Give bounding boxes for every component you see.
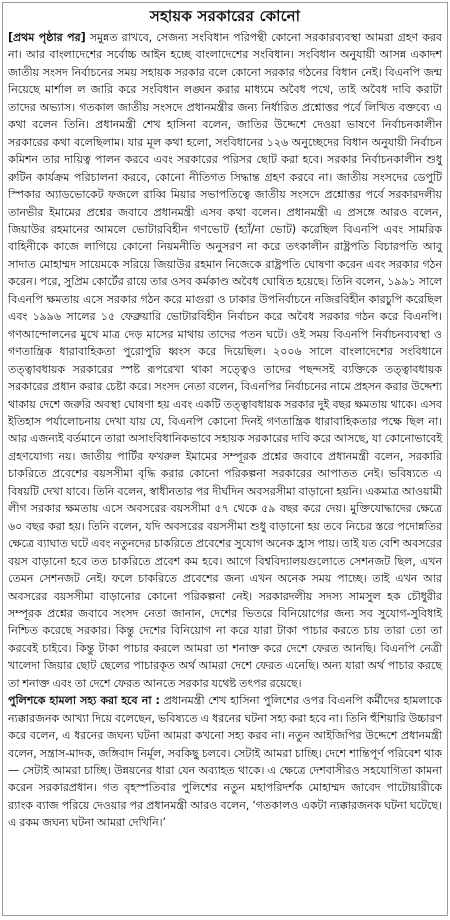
paragraph-2-text: প্রধানমন্ত্রী শেখ হাসিনা পুলিশের ওপর বিএনপি কর্মীদের হামলাকে ন্যক্কারজনক আখ্যা দিয়ে বলেছেন, ভবিষ্যতে এ ধরনের ঘটনা সহ্য করা হবে না। তিনি হুঁশিয়ারি উচ্চারণ করে বলেন, এ ধরনের জঘন্য ঘটনা আমরা কখনো সহ্য করব না। নতুন আইজিপির উদ্দেশে প্রধানমন্ত্রী বলেন, সন্ত্রাস-মাদক, জঙ্গিবাদ নির্মূল, সবকিছু চলবে। সেটাই আমরা চাচ্ছি। দেশে শান্তিপূর্ণ পরিবেশ থাক— সেটাই আমরা চাচ্ছি। উন্নয়নের ধারা যেন অব্যাহত থাকে। এ ক্ষেত্রে দেশবাসীরও সহযোগিতা কামনা করেন সরকারপ্রধান। গত বৃহস্পতিবার পুলিশের নতুন মহাপরিদর্শক মোহাম্মদ জাবেদ পাটোয়ারীকে র‌্যাংক ব্যাজ পরিয়ে দেওয়ার পর প্রধানমন্ত্রী আরও বলেন, ‘গতকালও একটা ন্যক্কারজনক ঘটনা ঘটেছে। এ রকম জঘন্য ঘটনা আমরা দেখিনি।’ <box>8 694 442 830</box>
article-body-paragraph-2 <box>8 692 442 832</box>
subheading: পুলিশকে হামলা সহ্য করা হবে না : <box>8 694 160 708</box>
paragraph-1-text: সমুন্নত রাখবে, সেজন্য সংবিধান পরিপন্থী কোনো সরকারব্যবস্থা আমরা গ্রহণ করব না। আর বাংলাদেশের সর্বোচ্চ আইন হচ্ছে বাংলাদেশের সংবিধান। সংবিধান অনুযায়ী আসন্ন একাদশ জাতীয় সংসদ নির্বাচনের সময় সহায়ক সরকার বলে কোনো সরকার গঠনের বিধান নেই। বিএনপি জন্ম নিয়েছে মার্শাল ল জারি করে সংবিধান লঙ্ঘন করার মাধ্যমে অবৈধ পথে, তাই অবৈধ দাবি করাটা তাদের অভ্যাস। গতকাল জাতীয় সংসদে প্রধানমন্ত্রীর জন্য নির্ধারিত প্রশ্নোত্তর পর্বে লিখিত বক্তব্যে এ কথা বলেন তিনি। প্রধানমন্ত্রী শেখ হাসিনা বলেন, জাতির উদ্দেশে দেওয়া ভাষণে নির্বাচনকালীন সরকারের কথা বলেছিলাম। যার মূল কথা হলো, সংবিধানের ১২৬ অনুচ্ছেদের বিধান অনুযায়ী নির্বাচন কমিশন তার দায়িত্ব পালন করবে এবং সরকারের পরিসর ছোট করা হবে। সরকার নির্বাচনকালীন শুধু রুটিন কার্যক্রম পরিচালনা করবে, কোনো নীতিগত সিদ্ধান্ত গ্রহণ করবে না। জাতীয় সংসদের ডেপুটি স্পিকার অ্যাডভোকেট ফজলে রাব্বি মিয়ার সভাপতিত্বে জাতীয় সংসদে প্রশ্নোত্তর পর্বে সরকারদলীয় তানভীর ইমামের প্রশ্নের জবাবে প্রধানমন্ত্রী এসব কথা বলেন। প্রধানমন্ত্রী এ প্রসঙ্গে আরও বলেন, জিয়াউর রহমানের আমলে ভোটারবিহীন গণভোট (হ্যাঁ/না ভোট) করেছিল বিএনপি এবং সামরিক বাহিনীকে কাজে লাগিয়ে কোনো নিয়মনীতি অনুসরণ না করে তৎকালীন রাষ্ট্রপতি বিচারপতি আবু সাদাত মোহাম্মদ সায়েমকে সরিয়ে জিয়াউর রহমান নিজেকে রাষ্ট্রপতি ঘোষণা করেন এবং সরকার গঠন করেন। পরে, সুপ্রিম কোর্টের রায়ে তার ওসব কর্মকাণ্ড অবৈধ ঘোষিত হয়েছে। তিনি বলেন, ১৯৯১ সালে বিএনপি ক্ষমতায় এসে সরকার গঠন করে মাগুরা ও ঢাকার উপনির্বাচনে নজিরবিহীন কারচুপি করেছিল এবং ১৯৯৬ সালের ১৫ ফেব্রুয়ারি ভোটারবিহীন নির্বাচন করে অবৈধ সরকার গঠন করে বিএনপি। গণআন্দোলনের মুখে মাত্র দেড় মাসের মাথায় তাদের পতন ঘটে। ওই সময় বিএনপি নির্বাচনব্যবস্থা ও গণতান্ত্রিক ধারাবাহিকতা পুরোপুরি ধ্বংস করে দিয়েছিল। ২০০৬ সালে বাংলাদেশের সংবিধানে তত্ত্বাবধায়ক সরকারের স্পষ্ট রূপরেখা থাকা সত্ত্বেও তাদের পছন্দসই ব্যক্তিকে তত্ত্বাবধায়ক সরকারের প্রধান করার চেষ্টা করে। সংসদ নেতা বলেন, বিএনপির নির্বাচনের নামে প্রহসন করার উদ্দেশ্য থাকায় দেশে জরুরি অবস্থা ঘোষণা হয় এবং একটি তত্ত্বাবধায়ক সরকার দুই বছর ক্ষমতায় থাকে। এসব ইতিহাস পর্যালোচনায় দেখা যায় যে, বিএনপি কোনো দিনই গণতান্ত্রিক ধারাবাহিকতার পক্ষে ছিল না। আর এজন্যই বর্তমানে তারা অসাংবিধানিকভাবে সহায়ক সরকারের দাবি করে আসছে, যা কোনোভাবেই গ্রহণযোগ্য নয়। জাতীয় পার্টির ফখরুল ইমামের সম্পূরক প্রশ্নের জবাবে প্রধানমন্ত্রী বলেন, সরকারি চাকরিতে প্রবেশের বয়সসীমা বৃদ্ধি করার কোনো পরিকল্পনা সরকারের আপাতত নেই। ভবিষ্যতে এ বিষয়টি দেখা যাবে। তিনি বলেন, স্বাধীনতার পর দীর্ঘদিন অবসরসীমা বাড়ানো হয়নি। একমাত্র আওয়ামী লীগ সরকার ক্ষমতায় এসে অবসরের বয়সসীমা ৫৭ থেকে ৫৯ বছর করে দেয়। মুক্তিযোদ্ধাদের ক্ষেত্রে ৬০ বছর করা হয়। তিনি বলেন, যদি অবসরের বয়সসীমা শুধু বাড়ানো হয় তবে নিচের স্তরে পদোন্নতির ক্ষেত্রে ব্যাঘাত ঘটে এবং নতুনদের চাকরিতে প্রবেশের সুযোগ অনেক হ্রাস পায়। তাই যত বেশি অবসরের বয়স বাড়ানো হবে তত চাকরিতে প্রবেশ কম হবে। আগে বিশ্ববিদ্যালয়গুলোতে সেশনজট ছিল, এখন তেমন সেশনজট নেই। ফলে চাকরিতে প্রবেশের জন্য এখন অনেক সময় পাচ্ছে। তাই এখন আর অবসরের বয়সসীমা বাড়ানোর কোনো পরিকল্পনা নেই। সরকারদলীয় সদস্য সামসুল হক চৌধুরীর সম্পূরক প্রশ্নের জবাবে সংসদ নেতা জানান, দেশের ভিতরে বিনিয়োগের জন্য সব সুযোগ-সুবিধাই নিশ্চিত করেছে সরকার। কিন্তু দেশের বিনিয়োগ না করে যারা টাকা পাচার করতে চায় তারা তো তা করবেই চাইবে। কিন্তু টাকা পাচার করলে আমরা তা শনাক্ত করে দেশে ফেরত আনছি। বিএনপি নেত্রী খালেদা জিয়ার ছোট ছেলের পাচারকৃত অর্থ আমরা দেশে ফেরত এনেছি। অন্য যারা অর্থ পাচার করছে তা শনাক্ত এবং তা দেশে ফেরত আনতে সরকার যথেষ্ট তৎপর রয়েছে। <box>8 31 442 690</box>
newspaper-clipping <box>2 2 448 916</box>
continued-from-front-label: [প্রথম পৃষ্ঠার পর] <box>8 31 86 44</box>
article-body-paragraph-1 <box>8 29 442 692</box>
headline: সহায়ক সরকারের কোনো <box>149 7 301 25</box>
